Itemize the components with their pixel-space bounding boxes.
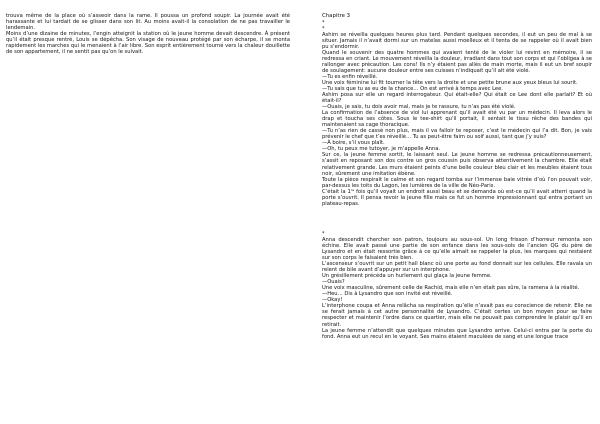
paragraph: C’était la 1ʳᵉ fois qu’il voyait un endroit aussi beau et se demanda où est-ce qu’il avait atterri quand la porte s’ouvrit. Il pensa revoir la jeune fille mais ce fut un homme impressionnant qui entra portant un plateau-repas. (322, 188, 592, 207)
dialogue-line: —Tu n’as rien de cassé non plus, mais il va falloir te reposer, c’est le médecin qui l’a dit. Bon, je vais prévenir le chef que t’es réveillé… Tu as peut-être faim ou soif aussi, tant que j’y suis? (322, 128, 592, 141)
paragraph: trouva même de la place où s’asseoir dans la rame. Il poussa un profond soupir. La journée avait été harassante et lui tardait de se glisser dans son lit. Au moins avait-il la consolation de ne pas travailler le lendemain. (6, 13, 290, 32)
dialogue-line: —Okay! (322, 297, 343, 304)
scene-two (322, 231, 592, 340)
dialogue-line: —À boire, s’il vous plaît. (322, 140, 385, 147)
paragraph: Quand le souvenir des quatre hommes qui avaient tenté de le violer lui revint en mémoire, il se redressa en criant. Le mouvement réveilla la douleur, irradiant dans tout son corps et qui l’obligea à se rallonger avec précaution. Les cons! Ils n’y étaient pas allés de main morte, mais il eut un bref soupir de soulagement: aucune douleur entre ses cuisses n’indiquait qu’il ait été violé. (322, 49, 592, 74)
paragraph: Une voix masculine, sûrement celle de Rachid, mais elle n’en était pas sûre, la ramena à la réalité. (322, 285, 580, 292)
paragraph: Un grésillement précéda un hurlement qui glaça la jeune femme. (322, 273, 492, 280)
paragraph: Moins d’une dizaine de minutes, l’engin atteignit la station où le jeune homme devait descendre. À présent qu’il était presque rentré, Louis se dépêcha. Son visage de nouveau protégé par son écharpe, il se monta rapidement les marches qui le menaient à l’air libre. Son esprit entièrement tourné vers la chaleur douillette de son appartement, il ne sentit pas qu’on le suivait. (6, 31, 290, 56)
dialogue-line: —Tu sais que tu as eu de la chance… On est arrivé à temps avec Lee. (322, 85, 503, 92)
left-page-text (6, 13, 290, 55)
scene-marker: * (322, 19, 325, 26)
paragraph: Anna descendit chercher son patron, toujours au sous-sol. Un long frisson d’horreur remonta son échine. Elle avait passé une partie de son enfance dans les sous-sols de l’ancien QG du père de Lysandro et en était ressortie grâce à ce qu’elle aimait se rappeler la plus, les marques qui restaient sur son corps le faisaient très bien. (322, 236, 592, 261)
right-page (300, 0, 600, 424)
paragraph: Ashim se réveilla quelques heures plus tard. Pendant quelques secondes, il eut un peu de mal à se situer. Jamais il n’avait dormi sur un matelas aussi moelleux et il tenta de se rappeler où il avait bien pu s’endormir. (322, 31, 592, 50)
scene-separator: * (322, 230, 325, 237)
paragraph: Ashim posa sur elle un regard interrogateur. Qui était-elle? Qui était ce Lee dont elle parlait? Et où était-il? (322, 91, 592, 105)
paragraph: La confirmation de l’absence de viol lui apprenant qu’il avait été vu par un médecin. Il leva alors le drap et toucha ses côtes. Sous le tee-shirt qu’il portait, il sentait le tissu rêche des bandes qui maintenaient sa cage thoracique. (322, 110, 592, 129)
chapter-title: Chapitre 3 (322, 13, 351, 19)
scene-marker: * (322, 25, 325, 32)
dialogue-line: —Ouais, je sais, tu dois avoir mal, mais je te rassure, tu n’as pas été violé. (322, 104, 516, 111)
paragraph: La jeune femme n’attendit que quelques minutes que Lysandro arrive. Celui-ci entra par la porte du fond. Anna eut un recul en le voyant. Ses mains étaient maculées de sang et une longue trace (322, 327, 592, 340)
paragraph: L’interphone coupa et Anna relâcha sa respiration qu’elle n’avait pas eu conscience de retenir. Elle ne se ferait jamais à cet autre personnalité de Lysandro. C’était certes un bon moyen pour se faire respecter et maintenir l’ordre dans ce quartier, mais elle ne pouvait pas comprendre le plaisir qu’il en retirait. (322, 303, 592, 328)
dialogue-line: —Oh, tu peux me tutoyer, je m’appelle Anna. (322, 146, 441, 153)
paragraph: L’ascenseur s’ouvrit sur un petit hall blanc où une porte au fond donnait sur les cellules. Elle ravala un relent de bile avant d’appuyer sur un interphone. (322, 261, 592, 274)
dialogue-line: —Ouais? (322, 279, 345, 286)
dialogue-line: —Tu es enfin réveillé. (322, 73, 378, 80)
right-page-text (322, 13, 592, 340)
paragraph: Sur ce, la jeune femme sortit, le laissant seul. Le jeune homme se redressa précautionneusement, s’assit en reposant son dos contre un gros coussin puis observa attentivement la chambre. Elle était relativement grande. Les murs étaient peints d’une belle couleur bleu clair et les meubles étaient tous noir, sûrement une imitation ébène. (322, 152, 592, 177)
dialogue-line: —Heu… Dis à Lysandro que son invité est réveillé. (322, 291, 453, 298)
paragraph: Toute la pièce respirait le calme et son regard tomba sur l’immense baie vitrée d’où l’on pouvait voir, par-dessus les toits du Lagon, les lumières de la ville de Néo-Paris. (322, 176, 592, 189)
paragraph: Une voix féminine lui fit tourner la tête vers la droite et une petite brune aux yeux bleus lui sourit. (322, 79, 578, 86)
